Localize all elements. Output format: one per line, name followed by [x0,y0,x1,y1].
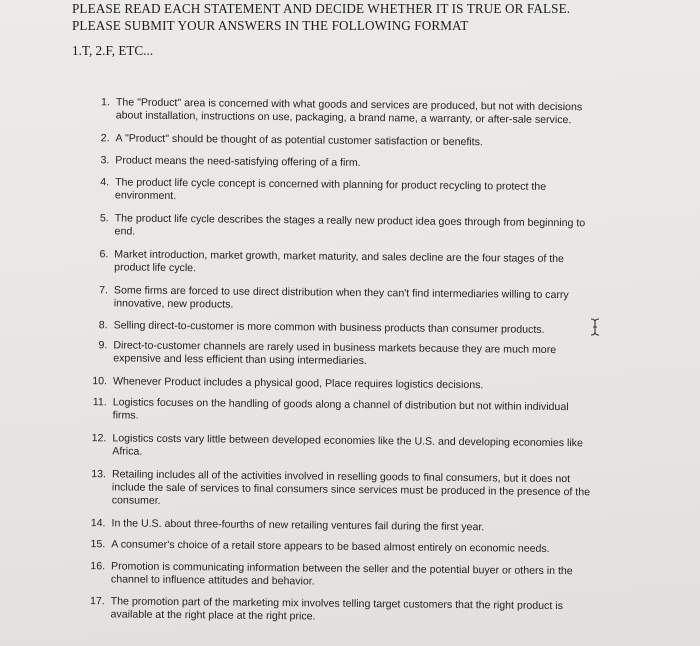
statement-text: Some firms are forced to use direct distribution when they can't find intermediaries willing to carry innovative, new products. [113,284,569,311]
statement-number: 8. [98,319,108,332]
instructions [72,0,692,34]
statement-item [79,212,599,243]
statement-item [75,538,595,556]
statement-item [79,176,599,207]
statement-text: Logistics costs vary little between developed economies like the U.S. and developing economies like Africa. [112,432,583,458]
text-cursor-icon [590,318,600,336]
statement-number: 9. [98,339,108,352]
statement-text: A "Product" should be thought of as potential customer satisfaction or benefits. [115,132,483,149]
answer-format-example: 1.T, 2.F, ETC... [72,43,154,58]
statement-item [75,517,595,535]
statement-text: Direct-to-customer channels are rarely used in business markets because they are much more expensive and less efficient than using intermediaries. [113,339,557,368]
statement-number: 10. [92,375,108,388]
statement-text: Product means the need-satisfying offering of a firm. [115,154,361,169]
instruction-line-1: PLEASE READ EACH STATEMENT AND DECIDE WHETHER IT IS TRUE OR FALSE. [72,1,571,16]
statement-text: The product life cycle concept is concerned with planning for product recycling to protect the environment. [114,176,547,203]
statement-number: 16. [90,560,106,573]
statement-text: Retailing includes all of the activities involved in reselling goods to final consumers, but it does not include the sale of services to final consumers since services must be produced in the presence of the consumer. [111,468,591,507]
statement-item [76,432,596,463]
statement-text: A consumer's choice of a retail store appears to be based almost entirely on economic needs. [111,538,550,555]
instruction-line-2: PLEASE SUBMIT YOUR ANSWERS IN THE FOLLOWING FORMAT [72,18,469,33]
statement-number: 2. [100,132,110,145]
statement-number: 13. [91,468,107,481]
statement-text: The "Product" area is concerned with what goods and services are produced, but not with decisions about installation, instructions on use, packaging, a brand name, a warranty, or after-sale service. [115,96,583,127]
statement-item [75,595,595,626]
statement-text: Promotion is communicating information between the seller and the potential buyer or others in the channel to influence attitudes and behavior. [110,560,573,588]
statement-text: Market introduction, market growth, market maturity, and sales decline are the four stages of the product life cycle. [114,248,565,275]
statement-item [77,396,597,427]
statement-number: 3. [100,154,110,167]
statement-text: The product life cycle describes the stages a really new product idea goes through from beginning to end. [114,212,586,238]
statement-item [78,319,598,337]
statement-number: 12. [91,432,107,445]
statement-number: 5. [99,212,109,225]
statement-item [79,154,599,172]
statement-number: 7. [99,284,109,297]
statement-item [76,468,596,512]
statement-number: 4. [100,176,110,189]
statement-item [75,560,595,591]
statement-number: 17. [89,595,105,608]
statement-item [80,96,600,127]
statement-item [78,284,598,315]
statement-number: 15. [90,538,106,551]
statement-number: 6. [99,248,109,261]
statement-list [75,96,600,626]
statement-text: Selling direct-to-customer is more common with business products than consumer products. [113,319,545,336]
statement-number: 11. [92,396,107,409]
statement-number: 14. [90,517,106,530]
statement-item [79,132,599,150]
statement-item [78,248,598,279]
statement-number: 1. [101,96,110,109]
statement-item [77,339,597,370]
statement-text: Logistics focuses on the handling of goods along a channel of distribution but not within individual firms. [112,396,569,422]
statement-text: Whenever Product includes a physical good, Place requires logistics decisions. [112,375,484,392]
statement-text: In the U.S. about three-fourths of new retailing ventures fail during the first year. [111,517,485,534]
statement-text: The promotion part of the marketing mix involves telling target customers that the right product is available at the right place at the right price. [110,595,563,623]
statement-item [77,375,597,393]
